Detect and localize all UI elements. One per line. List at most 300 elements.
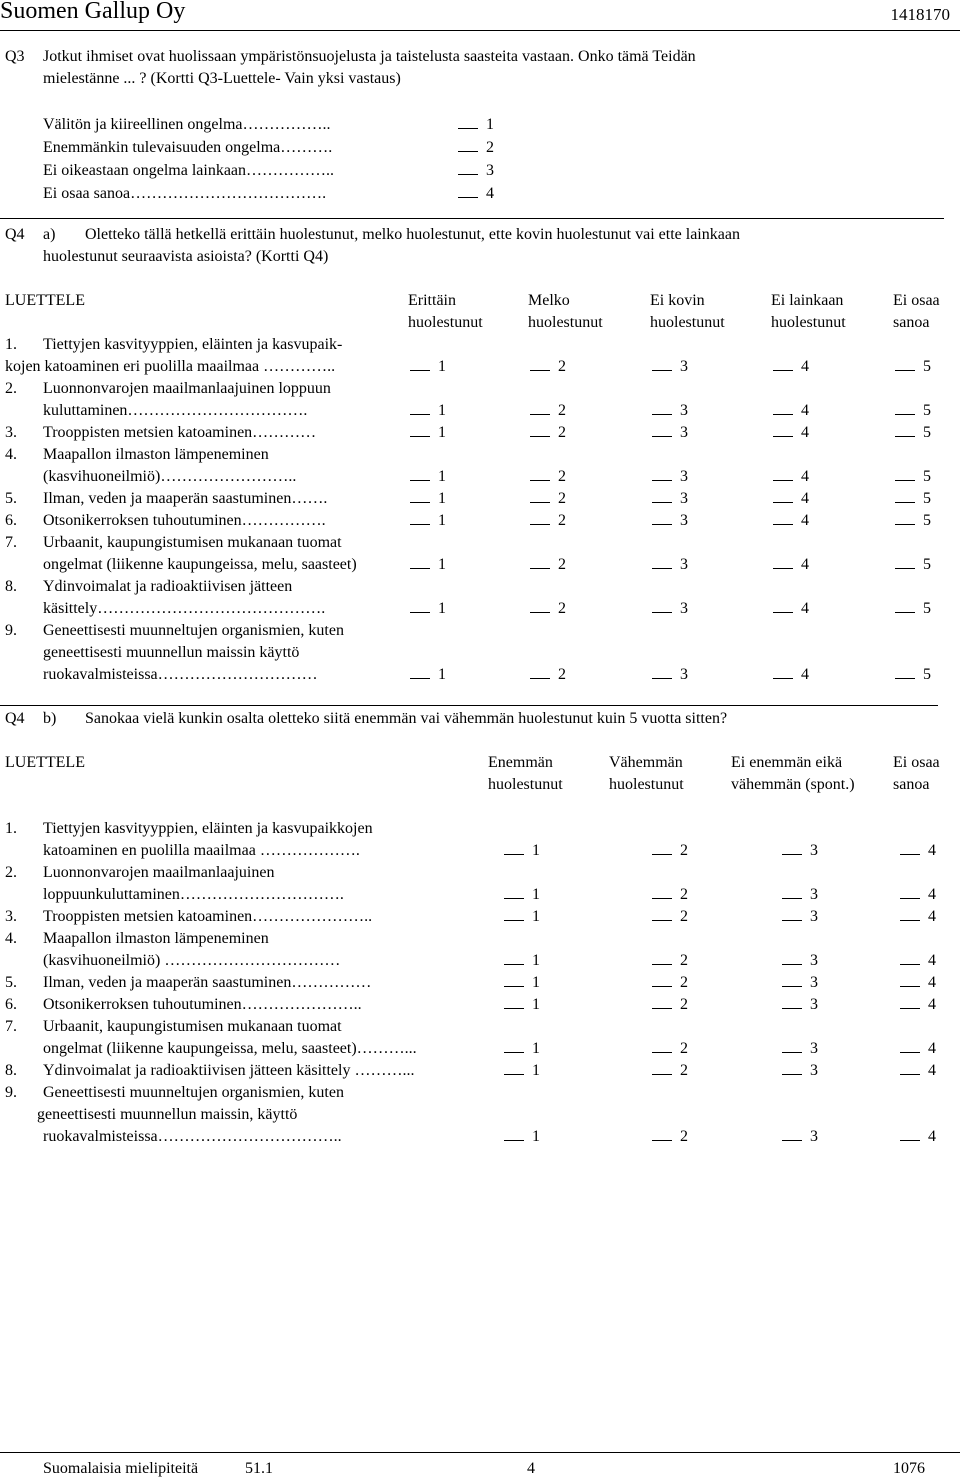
- answer-blank: [900, 994, 920, 1009]
- answer-code: 2: [680, 1128, 688, 1145]
- q4b-item-text: geneettisesti muunnellun maissin, käyttö: [37, 1106, 298, 1123]
- answer-blank: [900, 840, 920, 855]
- q4a-answer-option[interactable]: [530, 510, 566, 532]
- answer-code: 2: [558, 424, 566, 441]
- q4a-answer-option[interactable]: [530, 400, 566, 422]
- q4b-column-header-l2: huolestunut: [609, 776, 684, 793]
- answer-code: 5: [923, 490, 931, 507]
- q4a-answer-option[interactable]: [530, 466, 566, 488]
- q4a-answer-option[interactable]: [895, 510, 931, 532]
- answer-blank: [895, 400, 915, 415]
- answer-code: 2: [680, 842, 688, 859]
- q4a-item-text: Geneettisesti muunneltujen organismien, kuten: [43, 622, 344, 639]
- answer-blank: [895, 422, 915, 437]
- answer-blank: [530, 510, 550, 525]
- q3-option-label: Ei osaa sanoa……………………………….: [43, 185, 327, 202]
- answer-code: 1: [532, 952, 540, 969]
- answer-code: 2: [680, 996, 688, 1013]
- answer-code: 4: [928, 1062, 936, 1079]
- answer-code: 4: [928, 952, 936, 969]
- answer-blank: [410, 400, 430, 415]
- answer-code: 5: [923, 424, 931, 441]
- q4b-item-number: 3.: [5, 908, 17, 925]
- answer-code: 3: [486, 162, 494, 179]
- q4b-answer-option[interactable]: [652, 884, 688, 906]
- q4b-answer-option[interactable]: [504, 884, 540, 906]
- answer-code: 2: [558, 402, 566, 419]
- answer-code: 5: [923, 358, 931, 375]
- q4a-item-text: Ilman, veden ja maaperän saastuminen…….: [43, 490, 328, 507]
- answer-code: 4: [928, 886, 936, 903]
- answer-blank: [900, 1038, 920, 1053]
- answer-blank: [504, 906, 524, 921]
- q4b-answer-option[interactable]: [782, 1126, 818, 1148]
- q4a-list-label: LUETTELE: [5, 292, 85, 309]
- answer-code: 2: [680, 1062, 688, 1079]
- footer-title: Suomalaisia mielipiteitä: [43, 1460, 199, 1477]
- answer-code: 2: [680, 908, 688, 925]
- q4a-answer-option[interactable]: [773, 598, 809, 620]
- q4b-answer-option[interactable]: [782, 840, 818, 862]
- answer-blank: [458, 137, 478, 152]
- answer-code: 2: [558, 556, 566, 573]
- q4b-list-label: LUETTELE: [5, 754, 85, 771]
- q4a-column-header-l1: Ei lainkaan: [771, 292, 844, 309]
- answer-blank: [652, 1038, 672, 1053]
- answer-blank: [504, 1060, 524, 1075]
- q4a-answer-option[interactable]: [652, 664, 688, 686]
- q4a-answer-option[interactable]: [773, 664, 809, 686]
- q4b-answer-option[interactable]: [782, 906, 818, 928]
- q4b-answer-option[interactable]: [782, 884, 818, 906]
- q4b-item-text: ongelmat (liikenne kaupungeissa, melu, saasteet)………...: [43, 1040, 417, 1057]
- q4b-answer-option[interactable]: [504, 1038, 540, 1060]
- q4a-answer-option[interactable]: [773, 554, 809, 576]
- answer-blank: [773, 356, 793, 371]
- q4a-answer-option[interactable]: [530, 554, 566, 576]
- answer-blank: [652, 422, 672, 437]
- answer-code: 1: [438, 600, 446, 617]
- q4b-column-header-l1: Ei osaa: [893, 754, 940, 771]
- q4a-item-text: Tiettyjen kasvityyppien, eläinten ja kasvupaik-: [43, 336, 343, 353]
- q4a-answer-option[interactable]: [895, 664, 931, 686]
- answer-blank: [410, 422, 430, 437]
- answer-blank: [773, 598, 793, 613]
- answer-code: 3: [810, 1128, 818, 1145]
- answer-blank: [652, 356, 672, 371]
- answer-blank: [900, 1060, 920, 1075]
- q4a-item-text: (kasvihuoneilmiö)……………………..: [43, 468, 297, 485]
- answer-code: 3: [810, 996, 818, 1013]
- answer-code: 2: [680, 886, 688, 903]
- q4a-answer-option[interactable]: [410, 422, 446, 444]
- answer-code: 1: [532, 974, 540, 991]
- answer-blank: [652, 598, 672, 613]
- q4a-item-number: 2.: [5, 380, 17, 397]
- answer-blank: [782, 1060, 802, 1075]
- q4a-answer-option[interactable]: [530, 664, 566, 686]
- q4a-answer-option[interactable]: [652, 356, 688, 378]
- answer-code: 4: [801, 600, 809, 617]
- answer-blank: [410, 664, 430, 679]
- answer-code: 5: [923, 402, 931, 419]
- header-divider: [0, 30, 960, 31]
- q4b-answer-option[interactable]: [900, 994, 936, 1016]
- answer-code: 5: [923, 556, 931, 573]
- answer-blank: [410, 510, 430, 525]
- q4b-answer-option[interactable]: [652, 972, 688, 994]
- answer-code: 4: [928, 842, 936, 859]
- q4b-item-number: 8.: [5, 1062, 17, 1079]
- q4b-item-number: 4.: [5, 930, 17, 947]
- answer-blank: [773, 400, 793, 415]
- answer-blank: [652, 884, 672, 899]
- answer-code: 1: [532, 842, 540, 859]
- q4b-answer-option[interactable]: [782, 972, 818, 994]
- answer-code: 2: [680, 1040, 688, 1057]
- q4a-text-line2: huolestunut seuraavista asioista? (Kortti Q4): [43, 248, 329, 265]
- answer-blank: [895, 598, 915, 613]
- q4a-item-text: ongelmat (liikenne kaupungeissa, melu, saasteet): [43, 556, 357, 573]
- q4a-answer-option[interactable]: [895, 554, 931, 576]
- answer-code: 4: [801, 490, 809, 507]
- q4a-item-text: geneettisesti muunnellun maissin käyttö: [43, 644, 300, 661]
- answer-blank: [652, 466, 672, 481]
- q3-option-code[interactable]: [458, 114, 494, 136]
- q4a-answer-option[interactable]: [895, 400, 931, 422]
- q4b-answer-option[interactable]: [782, 1038, 818, 1060]
- answer-blank: [530, 466, 550, 481]
- q4b-item-text: ruokavalmisteissa……………………………..: [43, 1128, 342, 1145]
- q4a-answer-option[interactable]: [410, 554, 446, 576]
- q4b-item-text: Tiettyjen kasvityyppien, eläinten ja kasvupaikkojen: [43, 820, 373, 837]
- q4a-answer-option[interactable]: [895, 598, 931, 620]
- answer-code: 3: [680, 512, 688, 529]
- q4b-item-number: 1.: [5, 820, 17, 837]
- q4b-item-number: 5.: [5, 974, 17, 991]
- q4a-answer-option[interactable]: [652, 466, 688, 488]
- q4b-column-header-l1: Ei enemmän eikä: [731, 754, 843, 771]
- q4b-answer-option[interactable]: [782, 1060, 818, 1082]
- answer-code: 4: [801, 512, 809, 529]
- answer-code: 1: [438, 512, 446, 529]
- q4b-item-text: Luonnonvarojen maailmanlaajuinen: [43, 864, 275, 881]
- q4b-answer-option[interactable]: [900, 972, 936, 994]
- answer-blank: [458, 114, 478, 129]
- q4a-column-header-l1: Ei osaa: [893, 292, 940, 309]
- q4b-column-header-l2: sanoa: [893, 776, 930, 793]
- q4b-answer-option[interactable]: [652, 994, 688, 1016]
- q4a-answer-option[interactable]: [410, 488, 446, 510]
- answer-code: 5: [923, 512, 931, 529]
- answer-blank: [652, 994, 672, 1009]
- answer-blank: [652, 664, 672, 679]
- q3-divider: [0, 218, 944, 219]
- answer-code: 1: [438, 556, 446, 573]
- q4b-answer-option[interactable]: [652, 1060, 688, 1082]
- answer-code: 3: [810, 952, 818, 969]
- answer-code: 3: [810, 908, 818, 925]
- q4b-answer-option[interactable]: [900, 906, 936, 928]
- q4a-answer-option[interactable]: [652, 510, 688, 532]
- answer-code: 1: [532, 1062, 540, 1079]
- q4a-answer-option[interactable]: [895, 466, 931, 488]
- answer-blank: [504, 950, 524, 965]
- answer-code: 1: [532, 908, 540, 925]
- answer-code: 2: [680, 952, 688, 969]
- answer-code: 2: [558, 512, 566, 529]
- q4b-answer-option[interactable]: [900, 1038, 936, 1060]
- q4b-sub: b): [43, 710, 57, 727]
- q4a-answer-option[interactable]: [530, 598, 566, 620]
- q4b-answer-option[interactable]: [900, 840, 936, 862]
- q4a-answer-option[interactable]: [652, 488, 688, 510]
- q4a-item-number: 7.: [5, 534, 17, 551]
- answer-code: 5: [923, 600, 931, 617]
- q3-text-line1: Jotkut ihmiset ovat huolissaan ympäristönsuojelusta ja taistelusta saasteita vastaan. Onko tämä Teidän: [43, 48, 696, 65]
- answer-blank: [530, 598, 550, 613]
- answer-code: 2: [558, 600, 566, 617]
- answer-blank: [410, 488, 430, 503]
- answer-code: 2: [680, 974, 688, 991]
- footer-code: 1076: [893, 1460, 925, 1477]
- q4b-column-header-l1: Vähemmän: [609, 754, 683, 771]
- answer-code: 4: [928, 1128, 936, 1145]
- q4a-item-text: Luonnonvarojen maailmanlaajuinen loppuun: [43, 380, 331, 397]
- q4a-answer-option[interactable]: [652, 400, 688, 422]
- q4a-answer-option[interactable]: [652, 422, 688, 444]
- q4b-answer-option[interactable]: [652, 950, 688, 972]
- q4a-answer-option[interactable]: [773, 422, 809, 444]
- q4a-item-text: Maapallon ilmaston lämpeneminen: [43, 446, 269, 463]
- q4a-answer-option[interactable]: [530, 488, 566, 510]
- q4a-answer-option[interactable]: [410, 598, 446, 620]
- q4a-answer-option[interactable]: [773, 356, 809, 378]
- answer-code: 1: [438, 666, 446, 683]
- q4a-column-header-l1: Ei kovin: [650, 292, 705, 309]
- q4a-answer-option[interactable]: [410, 466, 446, 488]
- q4b-column-header-l2: huolestunut: [488, 776, 563, 793]
- answer-code: 3: [680, 666, 688, 683]
- answer-blank: [782, 906, 802, 921]
- q4b-answer-option[interactable]: [652, 1126, 688, 1148]
- q4a-item-text: kojen katoaminen eri puolilla maailmaa …………..: [5, 358, 336, 375]
- q4b-answer-option[interactable]: [900, 950, 936, 972]
- document-code: 1418170: [890, 5, 950, 24]
- q4b-item-text: loppuunkuluttaminen………………………….: [43, 886, 344, 903]
- answer-code: 3: [810, 842, 818, 859]
- q4b-item-number: 6.: [5, 996, 17, 1013]
- footer-version: 51.1: [245, 1460, 273, 1477]
- q4a-item-text: käsittely…………………………………….: [43, 600, 326, 617]
- q4a-label: Q4: [5, 226, 25, 243]
- q4a-answer-option[interactable]: [530, 356, 566, 378]
- q4a-sub: a): [43, 226, 56, 243]
- answer-code: 1: [438, 468, 446, 485]
- q4a-answer-option[interactable]: [410, 510, 446, 532]
- q3-label: Q3: [5, 48, 25, 65]
- q4a-answer-option[interactable]: [652, 598, 688, 620]
- q4b-item-text: Trooppisten metsien katoaminen…………………..: [43, 908, 373, 925]
- answer-code: 5: [923, 666, 931, 683]
- answer-blank: [782, 1038, 802, 1053]
- q4a-answer-option[interactable]: [773, 488, 809, 510]
- answer-code: 2: [558, 468, 566, 485]
- answer-code: 3: [680, 402, 688, 419]
- q4a-answer-option[interactable]: [410, 400, 446, 422]
- answer-blank: [895, 488, 915, 503]
- q4b-answer-option[interactable]: [782, 994, 818, 1016]
- answer-blank: [782, 1126, 802, 1141]
- q3-option-label: Välitön ja kiireellinen ongelma……………..: [43, 116, 331, 133]
- q4a-answer-option[interactable]: [895, 422, 931, 444]
- q4a-answer-option[interactable]: [530, 422, 566, 444]
- q4a-answer-option[interactable]: [410, 356, 446, 378]
- q4a-item-number: 1.: [5, 336, 17, 353]
- answer-blank: [782, 972, 802, 987]
- answer-blank: [895, 356, 915, 371]
- q4b-item-text: Ilman, veden ja maaperän saastuminen……………: [43, 974, 372, 991]
- q4b-answer-option[interactable]: [504, 972, 540, 994]
- answer-blank: [410, 356, 430, 371]
- answer-blank: [782, 840, 802, 855]
- q4b-item-text: Otsonikerroksen tuhoutuminen…………………..: [43, 996, 362, 1013]
- answer-code: 3: [680, 490, 688, 507]
- answer-code: 3: [680, 556, 688, 573]
- q4a-column-header-l1: Melko: [528, 292, 570, 309]
- q4a-answer-option[interactable]: [773, 510, 809, 532]
- answer-blank: [652, 488, 672, 503]
- answer-blank: [530, 554, 550, 569]
- q4a-item-number: 8.: [5, 578, 17, 595]
- answer-blank: [652, 950, 672, 965]
- q4b-answer-option[interactable]: [900, 1060, 936, 1082]
- q4a-item-text: ruokavalmisteissa…………………………: [43, 666, 318, 683]
- answer-blank: [504, 994, 524, 1009]
- q4a-column-header-l2: huolestunut: [408, 314, 483, 331]
- q4a-column-header-l1: Erittäin: [408, 292, 456, 309]
- document-title: Suomen Gallup Oy: [0, 0, 186, 24]
- q4b-item-number: 7.: [5, 1018, 17, 1035]
- q4b-answer-option[interactable]: [652, 1038, 688, 1060]
- answer-blank: [782, 884, 802, 899]
- q4a-column-header-l2: huolestunut: [771, 314, 846, 331]
- q4a-item-text: Urbaanit, kaupungistumisen mukanaan tuomat: [43, 534, 342, 551]
- q3-text-line2: mielestänne ... ? (Kortti Q3-Luettele- Vain yksi vastaus): [43, 70, 401, 87]
- q4a-column-header-l2: huolestunut: [650, 314, 725, 331]
- q4b-answer-option[interactable]: [504, 994, 540, 1016]
- answer-code: 1: [438, 402, 446, 419]
- q4b-answer-option[interactable]: [504, 1126, 540, 1148]
- q4a-column-header-l2: huolestunut: [528, 314, 603, 331]
- answer-blank: [895, 554, 915, 569]
- answer-code: 1: [532, 996, 540, 1013]
- answer-blank: [773, 488, 793, 503]
- answer-blank: [773, 466, 793, 481]
- answer-blank: [530, 488, 550, 503]
- footer-divider: [0, 1452, 960, 1453]
- answer-code: 2: [486, 139, 494, 156]
- answer-blank: [458, 160, 478, 175]
- answer-blank: [900, 906, 920, 921]
- q3-option-label: Enemmänkin tulevaisuuden ongelma……….: [43, 139, 333, 156]
- q4a-answer-option[interactable]: [895, 356, 931, 378]
- answer-blank: [782, 950, 802, 965]
- q3-option-code[interactable]: [458, 183, 494, 205]
- q4b-answer-option[interactable]: [504, 950, 540, 972]
- answer-blank: [504, 1126, 524, 1141]
- answer-code: 4: [801, 468, 809, 485]
- q4a-item-text: Trooppisten metsien katoaminen…………: [43, 424, 317, 441]
- q3-option-code[interactable]: [458, 160, 494, 182]
- answer-code: 3: [810, 1062, 818, 1079]
- q4a-item-number: 4.: [5, 446, 17, 463]
- answer-blank: [895, 466, 915, 481]
- q4a-item-number: 3.: [5, 424, 17, 441]
- answer-blank: [530, 400, 550, 415]
- q4a-item-number: 9.: [5, 622, 17, 639]
- q4a-answer-option[interactable]: [773, 400, 809, 422]
- answer-code: 4: [801, 666, 809, 683]
- q4b-answer-option[interactable]: [652, 906, 688, 928]
- answer-blank: [900, 884, 920, 899]
- answer-code: 4: [801, 358, 809, 375]
- answer-code: 2: [558, 666, 566, 683]
- q4a-answer-option[interactable]: [652, 554, 688, 576]
- answer-code: 1: [486, 116, 494, 133]
- q4b-item-text: katoaminen en puolilla maailmaa ……………….: [43, 842, 360, 859]
- answer-code: 3: [810, 886, 818, 903]
- q4b-answer-option[interactable]: [504, 906, 540, 928]
- answer-code: 4: [928, 974, 936, 991]
- q4a-item-text: Ydinvoimalat ja radioaktiivisen jätteen: [43, 578, 293, 595]
- answer-blank: [458, 183, 478, 198]
- q4b-answer-option[interactable]: [652, 840, 688, 862]
- answer-code: 2: [558, 490, 566, 507]
- q4a-answer-option[interactable]: [895, 488, 931, 510]
- answer-code: 1: [532, 1128, 540, 1145]
- answer-blank: [530, 356, 550, 371]
- q4a-text-line1: Oletteko tällä hetkellä erittäin huolestunut, melko huolestunut, ette kovin huolestunut vai ette lainkaan: [85, 226, 740, 243]
- q4b-item-text: Ydinvoimalat ja radioaktiivisen jätteen käsittely ………...: [43, 1062, 415, 1079]
- q4b-item-number: 9.: [5, 1084, 17, 1101]
- answer-code: 2: [558, 358, 566, 375]
- q4b-answer-option[interactable]: [782, 950, 818, 972]
- answer-blank: [504, 884, 524, 899]
- q4b-answer-option[interactable]: [900, 884, 936, 906]
- answer-code: 3: [680, 600, 688, 617]
- q4b-label: Q4: [5, 710, 25, 727]
- answer-blank: [895, 510, 915, 525]
- q4a-answer-option[interactable]: [773, 466, 809, 488]
- q4b-text: Sanokaa vielä kunkin osalta oletteko siitä enemmän vai vähemmän huolestunut kuin 5 vuotta sitten?: [85, 710, 728, 727]
- q4b-column-header-l2: vähemmän (spont.): [731, 776, 855, 793]
- q3-option-code[interactable]: [458, 137, 494, 159]
- q4b-answer-option[interactable]: [504, 1060, 540, 1082]
- answer-blank: [410, 466, 430, 481]
- q4b-column-header-l1: Enemmän: [488, 754, 553, 771]
- answer-code: 1: [438, 424, 446, 441]
- answer-code: 1: [532, 1040, 540, 1057]
- answer-code: 3: [680, 358, 688, 375]
- q4b-answer-option[interactable]: [504, 840, 540, 862]
- answer-code: 1: [532, 886, 540, 903]
- answer-code: 1: [438, 490, 446, 507]
- q4b-answer-option[interactable]: [900, 1126, 936, 1148]
- q4b-item-number: 2.: [5, 864, 17, 881]
- q4a-answer-option[interactable]: [410, 664, 446, 686]
- answer-blank: [504, 1038, 524, 1053]
